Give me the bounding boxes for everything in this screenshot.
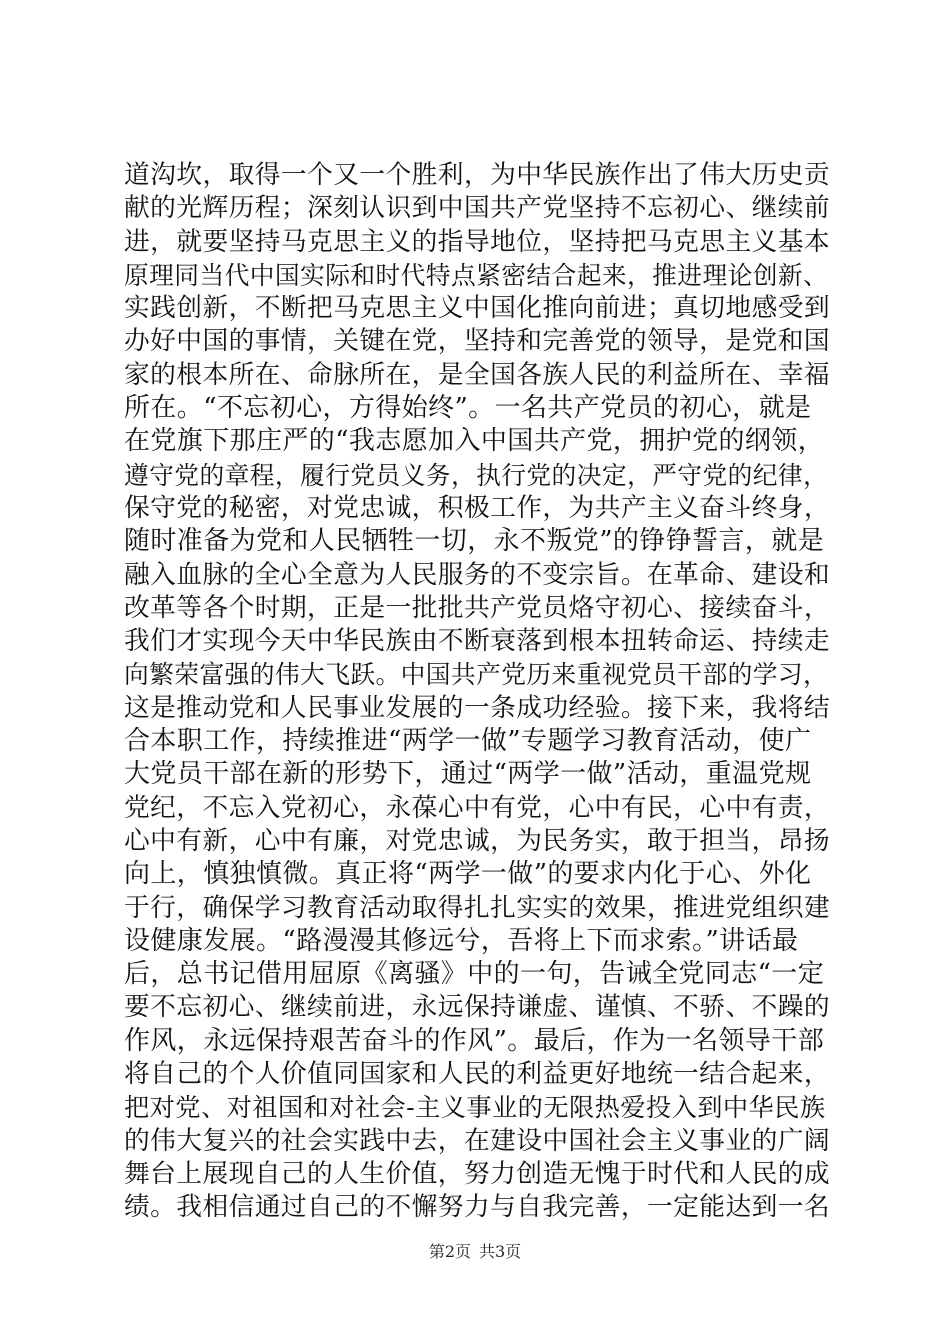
text-line: 党纪，不忘入党初心，永葆心中有党，心中有民，心中有责， xyxy=(124,792,830,823)
text-line: 融入血脉的全心全意为人民服务的不变宗旨。在革命、建设和 xyxy=(124,559,830,590)
text-line: 舞台上展现自己的人生价值，努力创造无愧于时代和人民的成 xyxy=(124,1158,830,1189)
text-line: 进，就要坚持马克思主义的指导地位，坚持把马克思主义基本 xyxy=(124,226,830,257)
text-line: 道沟坎，取得一个又一个胜利，为中华民族作出了伟大历史贡 xyxy=(124,160,830,190)
text-line: 绩。我相信通过自己的不懈努力与自我完善，一定能达到一名 xyxy=(124,1192,830,1223)
text-line: 把对党、对祖国和对社会-主义事业的无限热爱投入到中华民族 xyxy=(124,1093,826,1123)
text-line: 献的光辉历程；深刻认识到中国共产党坚持不忘初心、继续前 xyxy=(124,193,830,224)
text-line: 原理同当代中国实际和时代特点紧密结合起来，推进理论创新、 xyxy=(124,260,829,290)
text-line: 要不忘初心、继续前进，永远保持谦虚、谨慎、不骄、不躁的 xyxy=(124,992,830,1023)
text-line: 在党旗下那庄严的“我志愿加入中国共产党，拥护党的纲领， xyxy=(124,426,825,457)
text-line: 向上，慎独慎微。真正将“两学一做”的要求内化于心、外化 xyxy=(124,859,812,890)
text-line: 合本职工作，持续推进“两学一做”专题学习教育活动，使广 xyxy=(124,726,812,757)
text-line: 遵守党的章程，履行党员义务，执行党的决定，严守党的纪律， xyxy=(124,460,829,490)
body-text xyxy=(124,159,830,1225)
page-footer xyxy=(0,1242,950,1262)
text-line: 心中有新，心中有廉，对党忠诚，为民务实，敢于担当，昂扬 xyxy=(124,825,830,856)
text-line: 所在。“不忘初心，方得始终”。一名共产党员的初心，就是 xyxy=(124,393,812,424)
text-line: 办好中国的事情，关键在党，坚持和完善党的领导，是党和国 xyxy=(124,326,830,357)
text-line: 改革等各个时期，正是一批批共产党员烙守初心、接续奋斗， xyxy=(124,592,830,623)
text-line: 向繁荣富强的伟大飞跃。中国共产党历来重视党员干部的学习， xyxy=(124,660,829,690)
text-line: 后，总书记借用屈原《离骚》中的一句，告诫全党同志“一定 xyxy=(124,959,825,990)
text-line: 于行，确保学习教育活动取得扎扎实实的效果，推进党组织建 xyxy=(124,892,830,923)
text-line: 将自己的个人价值同国家和人民的利益更好地统一结合起来， xyxy=(124,1059,830,1090)
page-number: 第2页 xyxy=(428,1242,471,1261)
text-line: 保守党的秘密，对党忠诚，积极工作，为共产主义奋斗终身， xyxy=(124,492,830,523)
text-line: 的伟大复兴的社会实践中去，在建设中国社会主义事业的广阔 xyxy=(124,1125,830,1156)
text-line: 设健康发展。“路漫漫其修远兮，吾将上下而求索。”讲话最 xyxy=(124,925,799,956)
page-total: 共3页 xyxy=(479,1242,522,1261)
text-line: 我们才实现今天中华民族由不断衰落到根本扭转命运、持续走 xyxy=(124,626,830,657)
text-line: 家的根本所在、命脉所在，是全国各族人民的利益所在、幸福 xyxy=(124,359,830,390)
text-line: 随时准备为党和人民牺牲一切，永不叛党”的铮铮誓言，就是 xyxy=(124,526,825,557)
text-line: 作风，永远保持艰苦奋斗的作风”。最后，作为一名领导干部 xyxy=(124,1025,825,1056)
text-line: 这是推动党和人民事业发展的一条成功经验。接下来，我将结 xyxy=(124,692,830,723)
text-line: 大党员干部在新的形势下，通过“两学一做”活动，重温党规 xyxy=(124,759,812,790)
text-line: 实践创新，不断把马克思主义中国化推向前进；真切地感受到 xyxy=(124,293,830,324)
